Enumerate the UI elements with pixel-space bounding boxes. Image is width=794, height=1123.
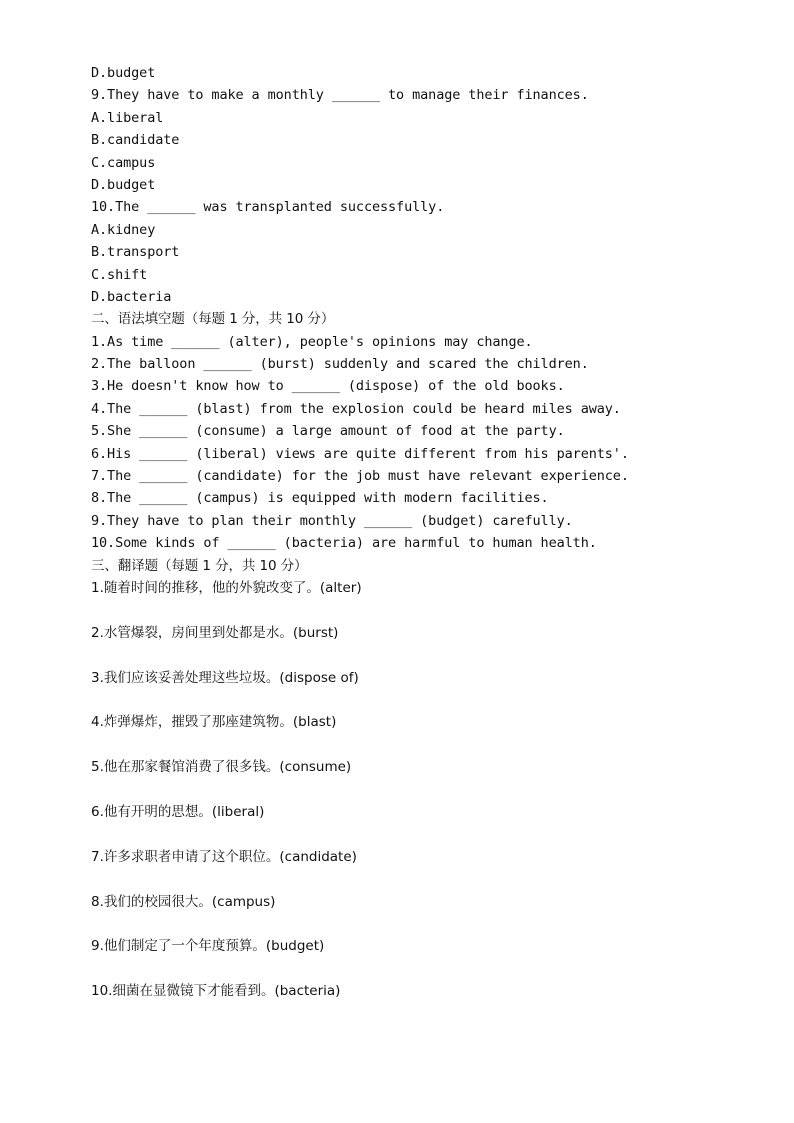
document-page bbox=[91, 62, 741, 1025]
translation-item bbox=[91, 801, 741, 846]
grammar-item: 3.He doesn't know how to ______ (dispose) of the old books. bbox=[91, 378, 565, 395]
part1-tail bbox=[91, 62, 741, 308]
translation-text: 9.他们制定了一个年度预算。(budget) bbox=[91, 938, 325, 955]
translation-text: 3.我们应该妥善处理这些垃圾。(dispose of) bbox=[91, 669, 359, 686]
grammar-item: 8.The ______ (campus) is equipped with modern facilities. bbox=[91, 490, 549, 507]
translation-text: 4.炸弹爆炸，摧毁了那座建筑物。(blast) bbox=[91, 714, 337, 731]
translation-item bbox=[91, 891, 741, 936]
translation-item bbox=[91, 667, 741, 712]
translation-item bbox=[91, 711, 741, 756]
option-line: B.transport bbox=[91, 244, 180, 261]
translation-item bbox=[91, 756, 741, 801]
translation-text: 6.他有开明的思想。(liberal) bbox=[91, 803, 265, 820]
translation-text: 5.他在那家餐馆消费了很多钱。(consume) bbox=[91, 759, 352, 776]
translation-text: 1.随着时间的推移，他的外貌改变了。(alter) bbox=[91, 579, 362, 596]
grammar-item: 10.Some kinds of ______ (bacteria) are harmful to human health. bbox=[91, 535, 597, 552]
grammar-item: 7.The ______ (candidate) for the job must have relevant experience. bbox=[91, 468, 629, 485]
translation-text: 8.我们的校园很大。(campus) bbox=[91, 893, 276, 910]
grammar-item: 4.The ______ (blast) from the explosion could be heard miles away. bbox=[91, 400, 621, 417]
translation-section bbox=[91, 555, 741, 1025]
translation-text: 7.许多求职者申请了这个职位。(candidate) bbox=[91, 848, 357, 865]
option-line: D.bacteria bbox=[91, 288, 172, 305]
option-line: A.liberal bbox=[91, 109, 164, 126]
section-heading: 三、翻译题（每题 1 分，共 10 分） bbox=[91, 557, 308, 574]
translation-item bbox=[91, 935, 741, 980]
translation-text: 2.水管爆裂，房间里到处都是水。(burst) bbox=[91, 624, 339, 641]
option-line: D.budget bbox=[91, 176, 156, 193]
translation-item bbox=[91, 622, 741, 667]
option-line: B.candidate bbox=[91, 132, 180, 149]
grammar-section bbox=[91, 308, 741, 554]
grammar-item: 2.The balloon ______ (burst) suddenly and scared the children. bbox=[91, 356, 589, 373]
option-line: C.shift bbox=[91, 266, 148, 283]
option-line: D.budget bbox=[91, 65, 156, 81]
translation-text: 10.细菌在显微镜下才能看到。(bacteria) bbox=[91, 983, 341, 1000]
question-line: 10.The ______ was transplanted successfully. bbox=[91, 199, 445, 216]
grammar-item: 6.His ______ (liberal) views are quite different from his parents'. bbox=[91, 445, 629, 462]
translation-item bbox=[91, 846, 741, 891]
translation-item bbox=[91, 577, 741, 622]
option-line: A.kidney bbox=[91, 221, 156, 238]
grammar-item: 1.As time ______ (alter), people's opinions may change. bbox=[91, 333, 533, 350]
grammar-item: 9.They have to plan their monthly ______ (budget) carefully. bbox=[91, 512, 573, 529]
section-heading: 二、语法填空题（每题 1 分，共 10 分） bbox=[91, 311, 335, 328]
translation-item bbox=[91, 980, 741, 1025]
option-line: C.campus bbox=[91, 154, 156, 171]
grammar-item: 5.She ______ (consume) a large amount of food at the party. bbox=[91, 423, 565, 440]
question-line: 9.They have to make a monthly ______ to manage their finances. bbox=[91, 87, 589, 104]
